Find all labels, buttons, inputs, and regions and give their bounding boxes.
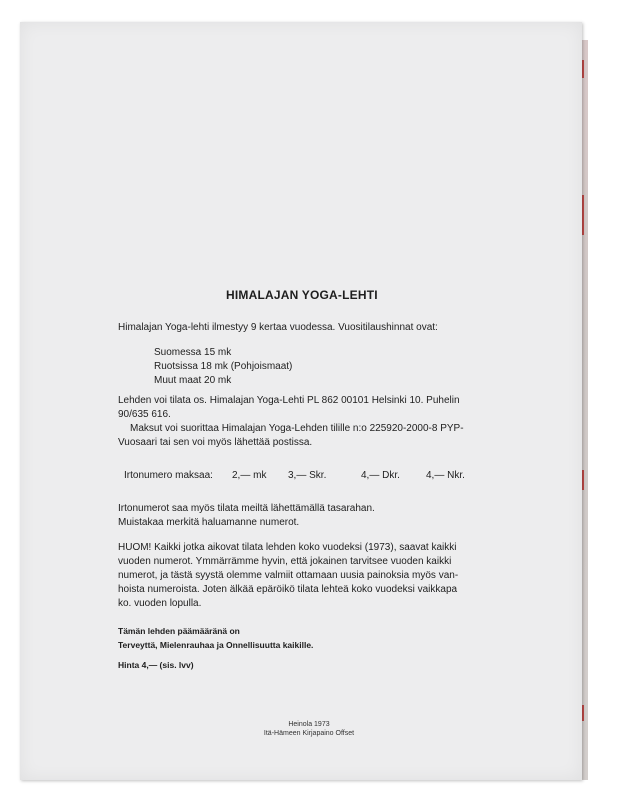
purpose-line: Terveyttä, Mielenrauhaa ja Onnellisuutta kaikille.	[118, 640, 314, 650]
single-issue-price: 4,— Dkr.	[361, 470, 400, 481]
single-issue-price: 3,— Skr.	[288, 470, 327, 481]
back-issue-line: Irtonumerot saa myös tilata meiltä lähettämällä tasarahan.	[118, 503, 375, 514]
price-item: Suomessa 15 mk	[154, 347, 232, 358]
back-issue-line: Muistakaa merkitä haluamanne numerot.	[118, 517, 300, 528]
price-note: Hinta 4,— (sis. lvv)	[118, 660, 194, 670]
single-issue-price: 4,— Nkr.	[426, 470, 465, 481]
page-edge-strip	[582, 40, 588, 780]
notice-line: vuoden numerot. Ymmärrämme hyvin, että jokainen tarvitsee vuoden kaikki	[118, 556, 452, 567]
notice-line: HUOM! Kaikki jotka aikovat tilata lehden koko vuodeksi (1973), saavat kaikki	[118, 542, 457, 553]
price-item: Ruotsissa 18 mk (Pohjoismaat)	[154, 361, 293, 372]
order-line: Lehden voi tilata os. Himalajan Yoga-Lehti PL 862 00101 Helsinki 10. Puhelin	[118, 395, 460, 406]
order-line: Maksut voi suorittaa Himalajan Yoga-Lehden tilille n:o 225920-2000-8 PYP-	[130, 423, 464, 434]
order-line: Vuosaari tai sen voi myös lähettää postissa.	[118, 437, 313, 448]
colophon-line: Itä-Hämeen Kirjapaino Offset	[263, 730, 355, 737]
single-issue-label: Irtonumero maksaa:	[124, 470, 213, 481]
printer-colophon	[0, 720, 618, 738]
notice-line: numerot, ja tästä syystä olemme valmiit ottamaan uusia painoksia myös van-	[118, 570, 459, 581]
single-issue-price: 2,— mk	[232, 470, 267, 481]
purpose-line: Tämän lehden päämääränä on	[118, 626, 240, 636]
intro-text: Himalajan Yoga-lehti ilmestyy 9 kertaa vuodessa. Vuositilaushinnat ovat:	[118, 322, 438, 333]
page-title: HIMALAJAN YOGA-LEHTI	[226, 288, 378, 302]
price-item: Muut maat 20 mk	[154, 375, 232, 386]
order-line: 90/635 616.	[118, 409, 171, 420]
colophon-line: Heinola 1973	[288, 721, 330, 728]
notice-line: ko. vuoden lopulla.	[118, 598, 202, 609]
notice-line: hoista numeroista. Joten älkää epäröikö tilata lehteä koko vuodeksi vaikkapa	[118, 584, 458, 595]
